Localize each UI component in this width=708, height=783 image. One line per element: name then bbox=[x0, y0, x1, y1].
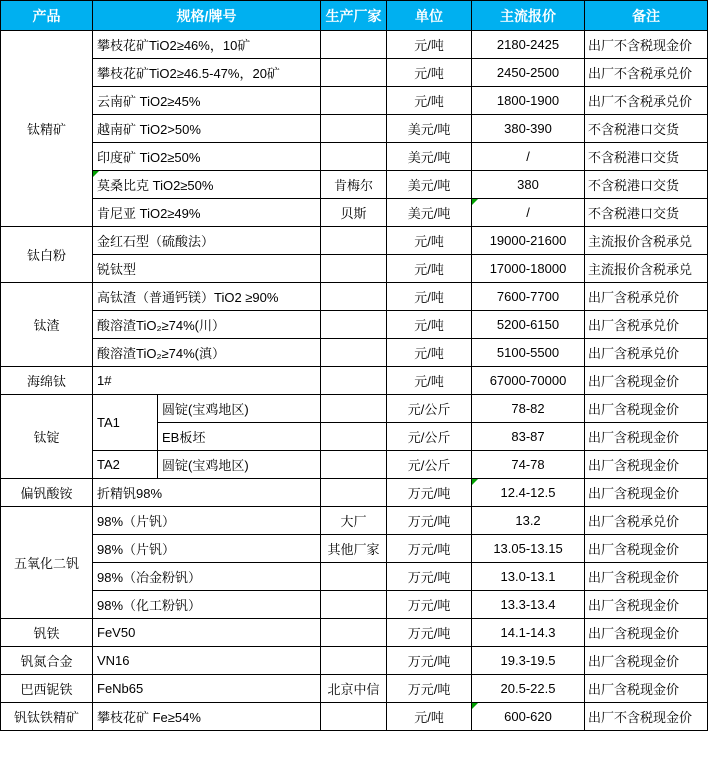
price-cell: 74-78 bbox=[472, 451, 585, 479]
note-cell: 出厂含税承兑价 bbox=[585, 507, 708, 535]
product-cell: 钒铁 bbox=[1, 619, 93, 647]
spec-cell: 折精钒98% bbox=[93, 479, 321, 507]
table-row bbox=[1, 479, 708, 507]
product-cell: 钛锭 bbox=[1, 395, 93, 479]
table-row bbox=[1, 451, 708, 479]
price-cell: 19000-21600 bbox=[472, 227, 585, 255]
price-cell: 20.5-22.5 bbox=[472, 675, 585, 703]
price-cell: 2450-2500 bbox=[472, 59, 585, 87]
note-cell: 出厂不含税现金价 bbox=[585, 31, 708, 59]
maker-cell bbox=[321, 311, 387, 339]
table-row bbox=[1, 507, 708, 535]
unit-cell: 元/吨 bbox=[387, 311, 472, 339]
price-text: 12.4-12.5 bbox=[500, 485, 556, 500]
maker-cell bbox=[321, 703, 387, 731]
maker-cell: 肯梅尔 bbox=[321, 171, 387, 199]
spec-cell: 云南矿 TiO2≥45% bbox=[93, 87, 321, 115]
price-column-header: 主流报价 bbox=[472, 1, 585, 31]
maker-cell: 贝斯 bbox=[321, 199, 387, 227]
price-cell: 5200-6150 bbox=[472, 311, 585, 339]
note-cell: 出厂含税现金价 bbox=[585, 423, 708, 451]
product-cell: 钛精矿 bbox=[1, 31, 93, 227]
table-row bbox=[1, 339, 708, 367]
table-row bbox=[1, 199, 708, 227]
header-row bbox=[1, 1, 708, 31]
unit-cell: 元/吨 bbox=[387, 339, 472, 367]
note-cell: 出厂含税承兑价 bbox=[585, 311, 708, 339]
unit-cell: 元/吨 bbox=[387, 87, 472, 115]
price-cell: 13.0-13.1 bbox=[472, 563, 585, 591]
price-cell: 2180-2425 bbox=[472, 31, 585, 59]
unit-cell: 元/公斤 bbox=[387, 423, 472, 451]
unit-column-header: 单位 bbox=[387, 1, 472, 31]
product-cell: 海绵钛 bbox=[1, 367, 93, 395]
maker-cell bbox=[321, 143, 387, 171]
spec-column-header: 规格/牌号 bbox=[93, 1, 321, 31]
product-cell: 钒氮合金 bbox=[1, 647, 93, 675]
unit-cell: 美元/吨 bbox=[387, 115, 472, 143]
spec-cell: 高钛渣（普通钙镁）TiO2 ≥90% bbox=[93, 283, 321, 311]
price-cell: 13.3-13.4 bbox=[472, 591, 585, 619]
unit-cell: 元/吨 bbox=[387, 255, 472, 283]
note-cell: 出厂含税现金价 bbox=[585, 395, 708, 423]
price-cell: 19.3-19.5 bbox=[472, 647, 585, 675]
spec-cell: 肯尼亚 TiO2≥49% bbox=[93, 199, 321, 227]
spec-cell: VN16 bbox=[93, 647, 321, 675]
table-row bbox=[1, 255, 708, 283]
product-cell: 五氧化二钒 bbox=[1, 507, 93, 619]
note-cell: 出厂含税现金价 bbox=[585, 647, 708, 675]
spec-cell: 1# bbox=[93, 367, 321, 395]
unit-cell: 元/吨 bbox=[387, 227, 472, 255]
table-row bbox=[1, 619, 708, 647]
table-row bbox=[1, 367, 708, 395]
maker-cell bbox=[321, 283, 387, 311]
maker-cell bbox=[321, 227, 387, 255]
unit-cell: 元/吨 bbox=[387, 367, 472, 395]
maker-cell bbox=[321, 255, 387, 283]
price-cell bbox=[472, 479, 585, 507]
table-row bbox=[1, 703, 708, 731]
price-cell bbox=[472, 199, 585, 227]
maker-column-header: 生产厂家 bbox=[321, 1, 387, 31]
unit-cell: 元/吨 bbox=[387, 283, 472, 311]
price-cell: 380-390 bbox=[472, 115, 585, 143]
maker-cell: 北京中信 bbox=[321, 675, 387, 703]
note-cell: 出厂不含税承兑价 bbox=[585, 59, 708, 87]
spec-cell: 圆锭(宝鸡地区) bbox=[158, 451, 321, 479]
note-cell: 出厂含税承兑价 bbox=[585, 339, 708, 367]
unit-cell: 元/公斤 bbox=[387, 451, 472, 479]
note-cell: 不含税港口交货 bbox=[585, 171, 708, 199]
product-cell: 巴西铌铁 bbox=[1, 675, 93, 703]
spec-cell: 98%（片钒） bbox=[93, 535, 321, 563]
spec-cell: 越南矿 TiO2>50% bbox=[93, 115, 321, 143]
maker-cell bbox=[321, 647, 387, 675]
note-cell: 出厂含税现金价 bbox=[585, 675, 708, 703]
spec-cell: 98%（冶金粉钒） bbox=[93, 563, 321, 591]
unit-cell: 万元/吨 bbox=[387, 479, 472, 507]
unit-cell: 万元/吨 bbox=[387, 507, 472, 535]
table-row bbox=[1, 59, 708, 87]
spec-cell: 金红石型（硫酸法） bbox=[93, 227, 321, 255]
cell-corner-marker bbox=[93, 171, 99, 177]
unit-cell: 万元/吨 bbox=[387, 591, 472, 619]
cell-corner-marker bbox=[472, 703, 478, 709]
note-column-header: 备注 bbox=[585, 1, 708, 31]
spec-cell: 攀枝花矿TiO2≥46%，10矿 bbox=[93, 31, 321, 59]
spec-cell: 攀枝花矿 Fe≥54% bbox=[93, 703, 321, 731]
note-cell: 出厂含税现金价 bbox=[585, 535, 708, 563]
spec-cell: 圆锭(宝鸡地区) bbox=[158, 395, 321, 423]
product-column-header: 产品 bbox=[1, 1, 93, 31]
spec-cell: FeV50 bbox=[93, 619, 321, 647]
price-cell: 13.05-13.15 bbox=[472, 535, 585, 563]
spec-cell: FeNb65 bbox=[93, 675, 321, 703]
note-cell: 出厂不含税现金价 bbox=[585, 703, 708, 731]
unit-cell: 美元/吨 bbox=[387, 171, 472, 199]
spec-cell: 98%（化工粉钒） bbox=[93, 591, 321, 619]
product-cell: 钒钛铁精矿 bbox=[1, 703, 93, 731]
note-cell: 出厂含税现金价 bbox=[585, 479, 708, 507]
spec-cell: EB板坯 bbox=[158, 423, 321, 451]
note-cell: 出厂含税现金价 bbox=[585, 563, 708, 591]
price-cell: / bbox=[472, 143, 585, 171]
price-cell: 5100-5500 bbox=[472, 339, 585, 367]
maker-cell bbox=[321, 423, 387, 451]
note-cell: 不含税港口交货 bbox=[585, 143, 708, 171]
maker-cell bbox=[321, 563, 387, 591]
table-row bbox=[1, 87, 708, 115]
unit-cell: 万元/吨 bbox=[387, 563, 472, 591]
spec-cell: 锐钛型 bbox=[93, 255, 321, 283]
table-row bbox=[1, 535, 708, 563]
note-cell: 出厂含税现金价 bbox=[585, 619, 708, 647]
product-cell: 钛渣 bbox=[1, 283, 93, 367]
maker-cell bbox=[321, 619, 387, 647]
table-row bbox=[1, 171, 708, 199]
price-text: / bbox=[526, 205, 530, 220]
note-cell: 不含税港口交货 bbox=[585, 199, 708, 227]
unit-cell: 美元/吨 bbox=[387, 143, 472, 171]
table-row bbox=[1, 31, 708, 59]
cell-corner-marker bbox=[472, 479, 478, 485]
price-cell: 14.1-14.3 bbox=[472, 619, 585, 647]
unit-cell: 万元/吨 bbox=[387, 675, 472, 703]
unit-cell: 元/吨 bbox=[387, 59, 472, 87]
maker-cell bbox=[321, 367, 387, 395]
price-text: 600-620 bbox=[504, 709, 552, 724]
price-cell: 13.2 bbox=[472, 507, 585, 535]
price-cell: 78-82 bbox=[472, 395, 585, 423]
spec-cell: 98%（片钒） bbox=[93, 507, 321, 535]
table-row bbox=[1, 283, 708, 311]
grade-cell: TA1 bbox=[93, 395, 158, 451]
price-cell: 380 bbox=[472, 171, 585, 199]
note-cell: 主流报价含税承兑 bbox=[585, 255, 708, 283]
unit-cell: 元/吨 bbox=[387, 703, 472, 731]
grade-cell: TA2 bbox=[93, 451, 158, 479]
spec-cell: 印度矿 TiO2≥50% bbox=[93, 143, 321, 171]
price-cell: 1800-1900 bbox=[472, 87, 585, 115]
product-cell: 偏钒酸铵 bbox=[1, 479, 93, 507]
price-cell: 7600-7700 bbox=[472, 283, 585, 311]
unit-cell: 万元/吨 bbox=[387, 619, 472, 647]
note-cell: 不含税港口交货 bbox=[585, 115, 708, 143]
unit-cell: 元/公斤 bbox=[387, 395, 472, 423]
unit-cell: 美元/吨 bbox=[387, 199, 472, 227]
unit-cell: 元/吨 bbox=[387, 31, 472, 59]
unit-cell: 万元/吨 bbox=[387, 647, 472, 675]
spec-cell: 酸溶渣TiO₂≥74%(滇） bbox=[93, 339, 321, 367]
table-row bbox=[1, 143, 708, 171]
maker-cell bbox=[321, 395, 387, 423]
maker-cell bbox=[321, 115, 387, 143]
spec-cell: 酸溶渣TiO₂≥74%(川） bbox=[93, 311, 321, 339]
note-cell: 出厂含税现金价 bbox=[585, 451, 708, 479]
price-cell: 17000-18000 bbox=[472, 255, 585, 283]
table-row bbox=[1, 311, 708, 339]
spec-cell bbox=[93, 171, 321, 199]
unit-cell: 万元/吨 bbox=[387, 535, 472, 563]
maker-cell: 大厂 bbox=[321, 507, 387, 535]
table-row bbox=[1, 591, 708, 619]
spec-text: 莫桑比克 TiO2≥50% bbox=[97, 178, 214, 193]
table-row bbox=[1, 395, 708, 423]
note-cell: 出厂含税现金价 bbox=[585, 591, 708, 619]
table-row bbox=[1, 227, 708, 255]
cell-corner-marker bbox=[472, 199, 478, 205]
price-cell bbox=[472, 703, 585, 731]
maker-cell bbox=[321, 59, 387, 87]
table-row bbox=[1, 115, 708, 143]
spec-cell: 攀枝花矿TiO2≥46.5-47%，20矿 bbox=[93, 59, 321, 87]
note-cell: 出厂含税现金价 bbox=[585, 367, 708, 395]
maker-cell bbox=[321, 451, 387, 479]
note-cell: 主流报价含税承兑 bbox=[585, 227, 708, 255]
table-row bbox=[1, 563, 708, 591]
maker-cell bbox=[321, 339, 387, 367]
maker-cell: 其他厂家 bbox=[321, 535, 387, 563]
maker-cell bbox=[321, 87, 387, 115]
note-cell: 出厂不含税承兑价 bbox=[585, 87, 708, 115]
table-row bbox=[1, 675, 708, 703]
price-cell: 83-87 bbox=[472, 423, 585, 451]
table-row bbox=[1, 647, 708, 675]
product-cell: 钛白粉 bbox=[1, 227, 93, 283]
note-cell: 出厂含税承兑价 bbox=[585, 283, 708, 311]
maker-cell bbox=[321, 31, 387, 59]
maker-cell bbox=[321, 479, 387, 507]
maker-cell bbox=[321, 591, 387, 619]
price-cell: 67000-70000 bbox=[472, 367, 585, 395]
